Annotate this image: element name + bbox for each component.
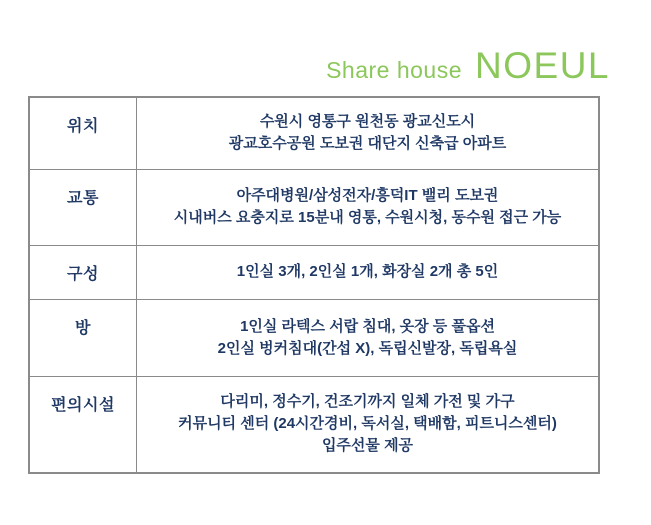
table-row-room bbox=[29, 299, 599, 376]
row-label-composition: 구성 bbox=[29, 245, 137, 299]
brand-title bbox=[326, 45, 610, 87]
content-line: 커뮤니티 센터 (24시간경비, 독서실, 택배함, 피트니스센터) bbox=[178, 415, 557, 433]
brand-prefix-text: Share house bbox=[326, 57, 463, 83]
brand-name-text: NOEUL bbox=[475, 45, 610, 86]
row-content-room bbox=[137, 299, 600, 376]
table-row-composition bbox=[29, 245, 599, 299]
row-label-amenities: 편의시설 bbox=[29, 376, 137, 473]
info-table bbox=[28, 96, 600, 474]
row-content-amenities bbox=[137, 376, 600, 473]
content-line: 입주선물 제공 bbox=[321, 437, 414, 455]
table-row-location bbox=[29, 97, 599, 169]
content-line: 다리미, 정수기, 건조기까지 일체 가전 및 가구 bbox=[220, 393, 515, 411]
content-line: 1인실 3개, 2인실 1개, 화장실 2개 총 5인 bbox=[236, 263, 499, 280]
row-content-location bbox=[137, 97, 600, 169]
row-label-room: 방 bbox=[29, 299, 137, 376]
content-line: 2인실 벙커침대(간섭 X), 독립신발장, 독립욕실 bbox=[217, 339, 518, 357]
content-line: 1인실 라텍스 서랍 침대, 옷장 등 풀옵션 bbox=[240, 317, 495, 335]
content-line: 시내버스 요충지로 15분내 영통, 수원시청, 동수원 접근 가능 bbox=[173, 209, 562, 226]
content-line: 아주대병원/삼성전자/흥덕IT 밸리 도보권 bbox=[236, 187, 499, 204]
table-row-transport bbox=[29, 169, 599, 245]
row-label-location: 위치 bbox=[29, 97, 137, 169]
table-row-amenities bbox=[29, 376, 599, 473]
content-line: 광교호수공원 도보권 대단지 신축급 아파트 bbox=[228, 135, 507, 153]
row-label-transport: 교통 bbox=[29, 169, 137, 245]
content-line: 수원시 영통구 원천동 광교신도시 bbox=[259, 113, 476, 131]
row-content-composition bbox=[137, 245, 600, 299]
row-content-transport bbox=[137, 169, 600, 245]
